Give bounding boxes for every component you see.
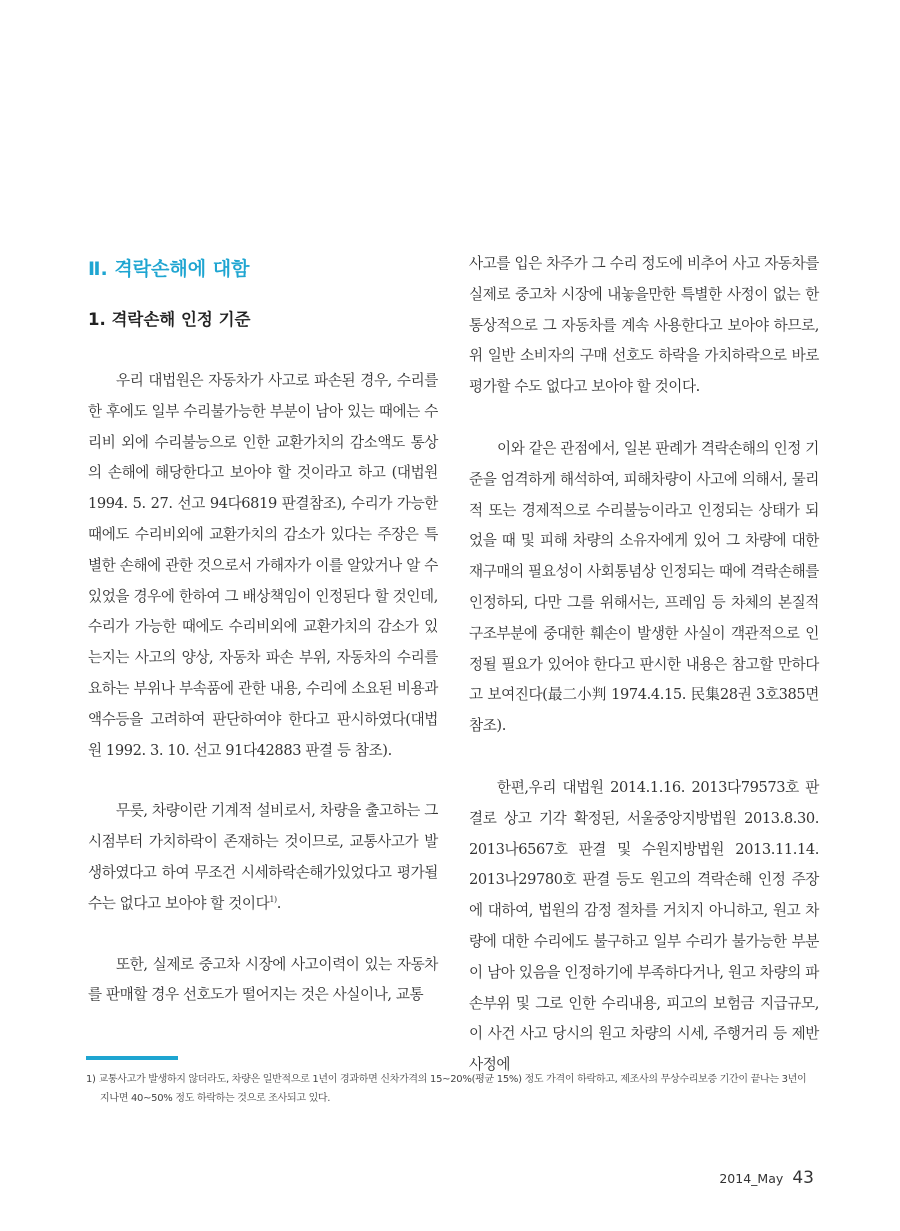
footnote: [86, 1070, 816, 1108]
left-column: [88, 248, 438, 1011]
subsection-heading: 1. 격락손해 인정 기준: [88, 310, 251, 329]
page-footer: [719, 1168, 814, 1188]
paragraph-end: .: [276, 894, 281, 912]
body-paragraph-japan-precedent: 이와 같은 관점에서, 일본 판례가 격락손해의 인정 기준을 엄격하게 해석하여, 피해차량이 사고에 의해서, 물리적 또는 경제적으로 수리불능이라고 인정되는 상태가 되었을 때 및 피해 차량의 소유자에게 있어 그 차량에 대한 재구매의 필요성이 사회통념상 인정되는 때에 격락손해를 인정하되, 다만 그를 위해서는, 프레임 등 차체의 본질적 구조부분에 중대한 훼손이 발생한 사실이 객관적으로 인정될 필요가 있어야 한다고 판시한 내용은 참고할 만하다고 보여진다(最二小判 1974.4.15. 民集28권 3호385면 참조).: [469, 439, 819, 735]
footnote-reference[interactable]: 1): [269, 894, 277, 904]
body-paragraph-supreme-court: 한편,우리 대법원 2014.1.16. 2013다79573호 판결로 상고 기각 확정된, 서울중앙지방법원 2013.8.30. 2013나6567호 판결 및 수원지방법원 2013.11.14. 2013나29780호 판결 등도 원고의 격락손해 인정 주장에 대하여, 법원의 감정 절차를 거치지 아니하고, 원고 차량에 대한 수리에도 불구하고 일부 수리가 불가능한 부분이 남아 있음을 인정하기에 부족하다거나, 원고 차량의 파손부위 및 그로 인한 수리내용, 피고의 보험금 지급규모, 이 사건 사고 당시의 원고 차량의 시세, 주행거리 등 제반사정에: [469, 778, 819, 1074]
body-paragraph-1: 우리 대법원은 자동차가 사고로 파손된 경우, 수리를 한 후에도 일부 수리불가능한 부분이 남아 있는 때에는 수리비 외에 수리불능으로 인한 교환가치의 감소액도 통상의 손해에 해당한다고 보아야 할 것이라고 하고 (대법원 1994. 5. 27. 선고 94다6819 판결참조), 수리가 가능한 때에도 수리비외에 교환가치의 감소가 있다는 주장은 특별한 손해에 관한 것으로서 가해자가 이를 알았거나 알 수 있었을 경우에 한하여 그 배상책임이 인정된다 할 것인데, 수리가 가능한 때에도 수리비외에 교환가치의 감소가 있는지는 사고의 양상, 자동차 파손 부위, 자동차의 수리를 요하는 부위나 부속품에 관한 내용, 수리에 소요된 비용과 액수등을 고려하여 판단하여야 한다고 판시하였다(대법원 1992. 3. 10. 선고 91다42883 판결 등 참조).: [88, 372, 438, 759]
issue-label: 2014_May: [719, 1171, 784, 1186]
footnote-text: 1) 교통사고가 발생하지 않더라도, 차량은 일반적으로 1년이 경과하면 신차가격의 15~20%(평균 15%) 정도 가격이 하락하고, 제조사의 무상수리보증 기간이 끝나는 3년이 지나면 40~50% 정도 하락하는 것으로 조사되고 있다.: [86, 1074, 807, 1104]
body-paragraph-3: 또한, 실제로 중고차 시장에 사고이력이 있는 자동차를 판매할 경우 선호도가 떨어지는 것은 사실이나, 교통: [88, 955, 438, 1004]
right-column: [469, 248, 819, 1081]
body-paragraph-2: [88, 796, 438, 919]
footnote-divider: [86, 1056, 178, 1060]
body-paragraph-continued: 사고를 입은 차주가 그 수리 정도에 비추어 사고 자동차를 실제로 중고차 시장에 내놓을만한 특별한 사정이 없는 한 통상적으로 그 자동차를 계속 사용한다고 보아야 하므로, 위 일반 소비자의 구매 선호도 하락을 가치하락으로 바로 평가할 수도 없다고 보아야 할 것이다.: [469, 255, 819, 396]
paragraph-text: 무릇, 차량이란 기계적 설비로서, 차량을 출고하는 그 시점부터 가치하락이 존재하는 것이므로, 교통사고가 발생하였다고 하여 무조건 시세하락손해가있었다고 평가될 수는 없다고 보아야 할 것이다: [88, 802, 438, 912]
section-heading: Ⅱ. 격락손해에 대함: [88, 258, 250, 280]
page-number: 43: [792, 1168, 814, 1188]
